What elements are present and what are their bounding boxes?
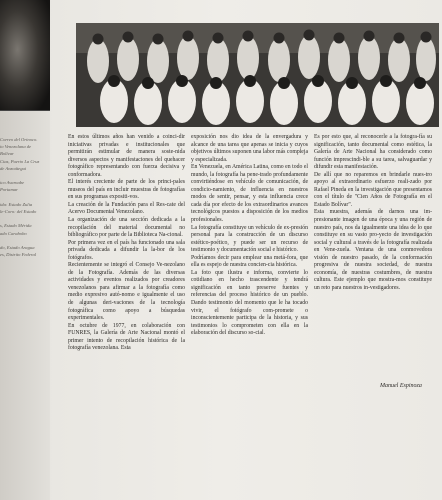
caption-note-line: Portamar: [0, 187, 18, 193]
caption-note-line: le-Coro: del Estado: [0, 209, 37, 215]
text-column-1: [68, 134, 185, 353]
paragraph: La organización de una sección dedicada a la recopilación del material documental no bibliográfico por parte de la Biblioteca Na-cional.: [68, 217, 185, 239]
caption-note-line: io Venezolana de: [0, 144, 32, 150]
group-photo-figures: [76, 23, 439, 127]
caption-note-line: [0, 172, 50, 179]
caption-note-line: [0, 237, 50, 244]
text-column-3: [314, 134, 432, 292]
group-photo: [76, 23, 439, 127]
paragraph: La creación de la Fundación para el Res-cate del Acervo Documental Venezolano.: [68, 201, 185, 216]
caption-note-line: [0, 194, 50, 201]
paragraph: La foto que ilustra e informa, convierte lo cotidiano en hecho trascendente y tendrá significación en tanto preserve fuentes y referencias del proceso histórico de un pueblo. Dando testimonio del momento que le ha tocado vivir, el fotógrafo com-promete o inconscientemente participa de la historia, y sus testimonios lo comprometen con ella en la elaboración del discurso so-cial.: [191, 269, 308, 337]
author-signature: Manuel Espinoza: [380, 383, 422, 389]
paragraph: Recientemente se integró el Consejo Ve-nezolano de la Fotografía. Además de las diversas actividades y eventos realizados por creadores venezolanos para afirmar a la fotografía como medio expresivo autó-nomo e igualmente el uso de algunas deri-vaciones de la tecnología fotográfica como apoyo a búsquedas experimentales.: [68, 262, 185, 322]
paragraph: exposición nos dio idea de la envergadura y alcance de una tarea que apenas se inicia y cuyos objetivos últimos suponen una labor más compleja y especializada.: [191, 134, 308, 163]
paragraph: La fotografía constituye un vehículo de ex-presión personal para la construcción de un discurso estético-poético, y puede ser un recurso de testimonio y documentación social e histórico.: [191, 224, 308, 254]
paragraph: El interés creciente de parte de los princi-pales museos del país en incluir muestras de fotografías en sus programas expositi-vos.: [68, 179, 185, 201]
caption-note-line: ico Avaroabe: [0, 180, 25, 186]
caption-note-line: Correo del Orinoco.: [0, 137, 38, 142]
paragraph: Por primera vez en el país ha funcionado una sala privada dedicada a difundir la la-bor de los fotógrafos.: [68, 239, 185, 261]
caption-note-line: Bolívar: [0, 151, 14, 157]
paragraph: En octubre de 1977, en colaboración con FUNRES, la Galería de Arte Nacional montó el primer intento de recopilación histórica de la fotografía venezolana. Esta: [68, 322, 185, 352]
paragraph: Podríamos decir para emplear una metá-fora, que ella es espejo de nuestra concien-cia histórica.: [191, 254, 308, 269]
caption-note-line: es, Distrito Federal: [0, 252, 37, 258]
caption-note-line: do, Estado Aragua: [0, 245, 35, 251]
caption-note-line: ida: Estado Zulia: [0, 201, 33, 207]
paragraph: En estos últimos años han venido a coinci-dir iniciativas privadas e institucionales que permitirán estimular de manera soste-nida diversos aspectos y manifestaciones del quehacer fotográfico representando con fuerza decisiva y conformadora.: [68, 134, 185, 178]
caption-note-line: Ctas, Puerto La Cruz: [0, 158, 40, 164]
caption-note-line: ado Carabobo: [0, 230, 27, 236]
caption-notes: [0, 136, 50, 258]
paragraph: De allí que no reparemos en brindarle nues-tro apoyo al extraordinario esfuerzo reali-zado por Rafael Pineda en la investigación que presentamos con el título de "Cien Años de Fotografía en el Estado Bolívar".: [314, 171, 432, 208]
text-column-2: [191, 134, 308, 338]
caption-note-line: [0, 215, 50, 222]
portrait-photo: [0, 0, 50, 111]
caption-note-line: s, Estado Mérida: [0, 223, 32, 229]
paragraph: En Venezuela, en América Latina, como en todo el mundo, la fotografía ha pene-trado profundamente convirtiéndose en vehículo de comunicación, de condicio-namiento, de influencia en nuestros modos de sentir, pensar, y esta influencia crece cada día por efecto de los extraordinarios avances tecnológicos puestos a disposición de los medios profesionales.: [191, 164, 308, 224]
paragraph: Es por esto que, al reconocerle a la fotogra-fía su significación, tanto documental como estética, la Galería de Arte Nacional ha considerado como función imprescindi-ble a su tarea, salvaguardar y difundir esta manifestación.: [314, 134, 432, 171]
caption-note-line: de Anzoátegui: [0, 165, 27, 171]
paragraph: Esta muestra, además de darnos una im-presionante imagen de una época y una región de nuestro país, nos da igualmente una idea de lo que constituye en su vasto pro-yecto de investigación social y cultural a través de la fotografía realizada en Vene-zuela. Ventana de una conmovedora visión de nuestro pasado, de la conformación progresiva de nuestra sociedad, de nuestra economía, de nuestras costumbres, de nuestra cultura. Este ejemplo que mostra-mos constituye un reto para nuestros in-vestigadores.: [314, 209, 432, 291]
